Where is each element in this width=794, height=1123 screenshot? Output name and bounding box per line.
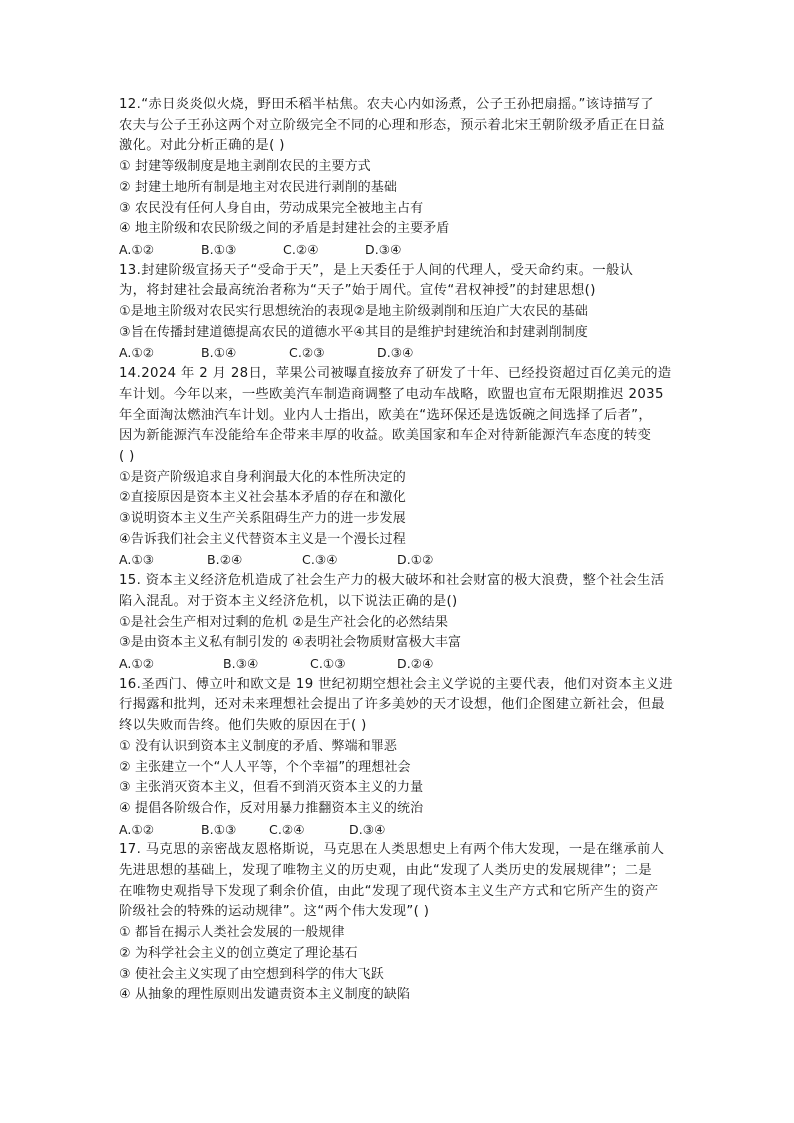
question-stem-line: ( ) — [119, 448, 135, 464]
answer-choice-c: C.③④ — [302, 552, 338, 568]
answer-choice-c: C.②④ — [269, 821, 305, 837]
option-line: ④告诉我们社会主义代替资本主义是一个漫长过程 — [119, 531, 406, 547]
question-14 — [119, 364, 679, 571]
answer-choice-c: C.①③ — [310, 655, 346, 671]
answer-choice-c: C.②④ — [283, 241, 319, 257]
question-stem-line: 农夫与公子王孙这两个对立阶级完全不同的心理和形态，预示着北宋王朝阶级矛盾正在日益 — [119, 117, 665, 133]
answer-choice-d: D.③④ — [377, 345, 414, 361]
option-line: ② 封建土地所有制是地主对农民进行剥削的基础 — [119, 179, 397, 195]
question-stem-line: 阶级社会的特殊的运动规律”。这“两个伟大发现”( ) — [119, 904, 430, 920]
question-15 — [119, 571, 679, 675]
option-line: ① 没有认识到资本主义制度的矛盾、弊端和罪恶 — [119, 738, 397, 754]
option-line: ② 为科学社会主义的创立奠定了理论基石 — [119, 945, 358, 961]
answer-choice-a: A.①② — [119, 345, 155, 361]
answer-choice-a: A.①② — [119, 241, 155, 257]
option-line: ③ 农民没有任何人身自由，劳动成果完全被地主占有 — [119, 200, 424, 216]
option-line: ② 主张建立一个“人人平等，个个幸福”的理想社会 — [119, 759, 411, 775]
answer-choice-a: A.①② — [119, 655, 155, 671]
question-stem-line: 在唯物史观指导下发现了剩余价值，由此“发现了现代资本主义生产方式和它所产生的资产 — [119, 883, 659, 899]
question-12 — [119, 95, 679, 261]
question-stem-line: 13.封建阶级宣扬天子“受命于天”，是上天委任于人间的代理人，受天命约束。一般认 — [119, 262, 634, 278]
question-stem-line: 16.圣西门、傅立叶和欧文是 19 世纪初期空想社会主义学说的主要代表，他们对资本主义进 — [119, 676, 673, 692]
question-16 — [119, 675, 679, 841]
answer-choices — [119, 240, 679, 261]
answer-choice-b: B.③④ — [223, 655, 259, 671]
option-line: ③ 使社会主义实现了由空想到科学的伟大飞跃 — [119, 966, 384, 982]
answer-choice-d: D.③④ — [365, 241, 402, 257]
question-stem-line: 年全面淘汰燃油汽车计划。业内人士指出，欧美在“选环保还是选饭碗之间选择了后者”， — [119, 407, 653, 423]
question-13 — [119, 261, 679, 365]
answer-choices — [119, 343, 679, 364]
answer-choice-a: A.①② — [119, 821, 155, 837]
answer-choice-d: D.③④ — [349, 821, 386, 837]
answer-choice-b: B.①③ — [201, 821, 237, 837]
exam-page — [119, 95, 679, 1006]
question-17 — [119, 840, 679, 1006]
answer-choice-b: B.①③ — [201, 241, 237, 257]
option-line: ④ 提倡各阶级合作，反对用暴力推翻资本主义的统治 — [119, 800, 424, 816]
question-stem-line: 先进思想的基础上，发现了唯物主义的历史观，由此“发现了人类历史的发展规律”；二是 — [119, 863, 653, 879]
option-line: ① 都旨在揭示人类社会发展的一般规律 — [119, 925, 345, 941]
option-line: ③是由资本主义私有制引发的 ④表明社会物质财富极大丰富 — [119, 635, 462, 651]
option-line: ④ 从抽象的理性原则出发谴责资本主义制度的缺陷 — [119, 987, 411, 1003]
answer-choice-d: D.①② — [397, 552, 434, 568]
question-stem-line: 14.2024 年 2 月 28日，苹果公司被曝直接放弃了研发了十年、已经投资超过百亿美元的造 — [119, 366, 672, 382]
option-line: ③旨在传播封建道德提高农民的道德水平④其目的是维护封建统治和封建剥削制度 — [119, 324, 588, 340]
question-stem-line: 车计划。今年以来，一些欧美汽车制造商调整了电动车战略，欧盟也宣布无限期推迟 2035 — [119, 386, 664, 402]
option-line: ④ 地主阶级和农民阶级之间的矛盾是封建社会的主要矛盾 — [119, 221, 450, 237]
option-line: ③说明资本主义生产关系阻碍生产力的进一步发展 — [119, 511, 406, 527]
question-stem-line: 激化。对此分析正确的是( ) — [119, 138, 285, 154]
question-stem-line: 陷入混乱。对于资本主义经济危机，以下说法正确的是() — [119, 593, 458, 609]
answer-choices — [119, 820, 679, 841]
answer-choice-b: B.①④ — [201, 345, 237, 361]
option-line: ① 封建等级制度是地主剥削农民的主要方式 — [119, 159, 371, 175]
question-stem-line: 15. 资本主义经济危机造成了社会生产力的极大破坏和社会财富的极大浪费，整个社会生活 — [119, 573, 665, 589]
option-line: ①是地主阶级对农民实行思想统治的表现②是地主阶级剥削和压迫广大农民的基础 — [119, 304, 588, 320]
answer-choice-b: B.②④ — [207, 552, 243, 568]
option-line: ①是社会生产相对过剩的危机 ②是生产社会化的必然结果 — [119, 614, 449, 630]
question-stem-line: 终以失败而告终。他们失败的原因在于( ) — [119, 718, 367, 734]
question-stem-line: 17. 马克思的亲密战友恩格斯说，马克思在人类思想史上有两个伟大发现，一是在继承前人 — [119, 842, 665, 858]
question-stem-line: 行揭露和批判，还对未来理想社会提出了许多美妙的天才设想，他们企图建立新社会，但最 — [119, 697, 665, 713]
question-stem-line: 因为新能源汽车没能给车企带来丰厚的收益。欧美国家和车企对待新能源汽车态度的转变 — [119, 428, 652, 444]
option-line: ②直接原因是资本主义社会基本矛盾的存在和激化 — [119, 490, 406, 506]
answer-choice-d: D.②④ — [397, 655, 434, 671]
option-line: ③ 主张消灭资本主义，但看不到消灭资本主义的力量 — [119, 780, 424, 796]
answer-choice-c: C.②③ — [289, 345, 325, 361]
question-stem-line: 为，将封建社会最高统治者称为“天子”始于周代。宣传“君权神授”的封建思想() — [119, 283, 596, 299]
answer-choices — [119, 654, 679, 675]
option-line: ①是资产阶级追求自身利润最大化的本性所决定的 — [119, 469, 406, 485]
answer-choice-a: A.①③ — [119, 552, 155, 568]
question-stem-line: 12.“赤日炎炎似火烧，野田禾稻半枯焦。农夫心内如汤煮，公子王孙把扇摇。”该诗描写了 — [119, 97, 654, 112]
answer-choices — [119, 550, 679, 571]
